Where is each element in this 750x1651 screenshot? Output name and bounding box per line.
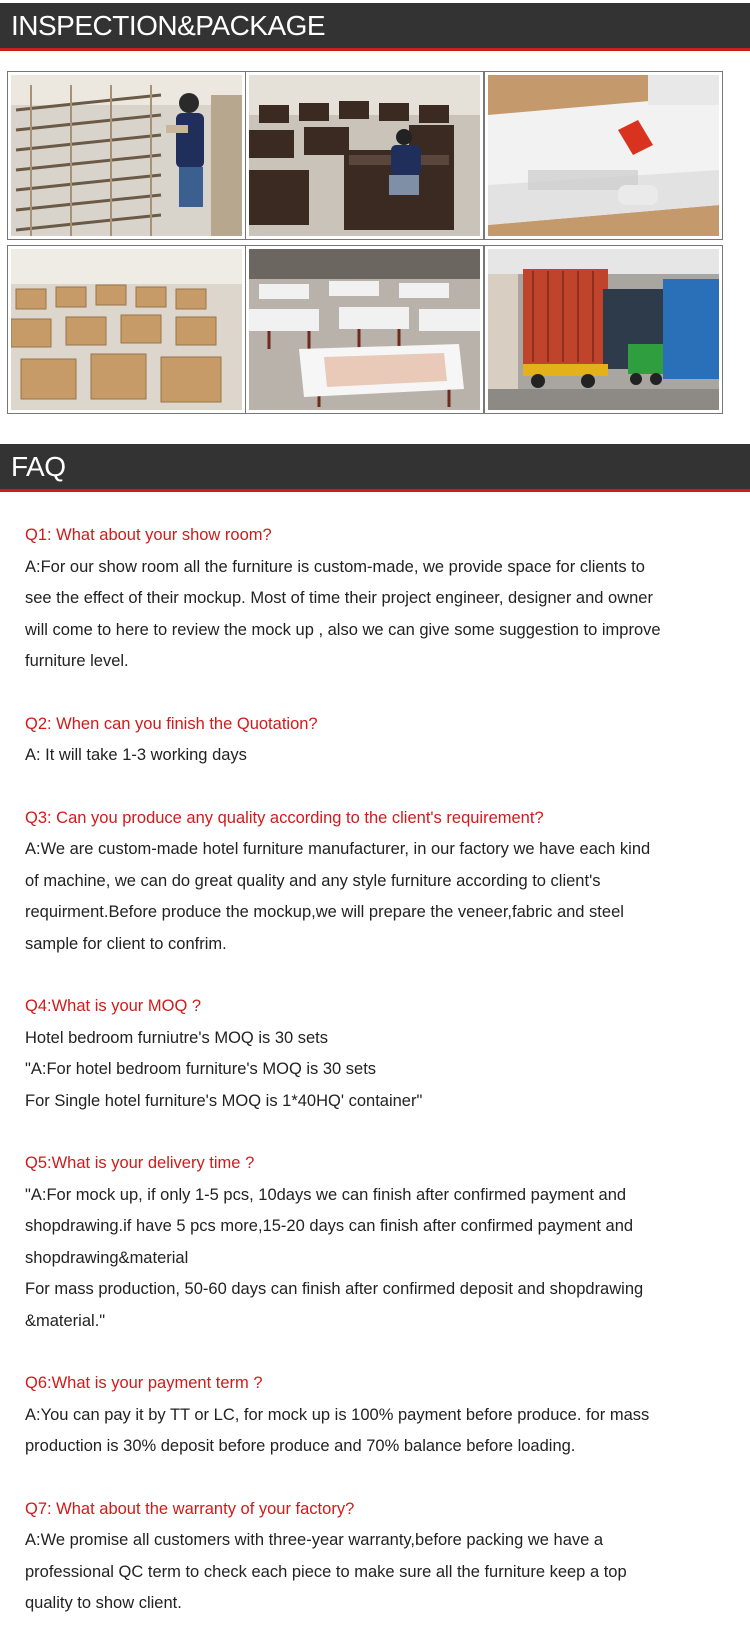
inspection-package-title: INSPECTION&PACKAGE xyxy=(11,9,326,41)
faq-answer-line: Hotel bedroom furniutre's MOQ is 30 sets xyxy=(25,1028,329,1047)
faq-answer-line: sample for client to confrim. xyxy=(25,934,227,953)
photo-container-image xyxy=(488,249,719,410)
faq-answer-line: shopdrawing.if have 5 pcs more,15-20 days can finish after confirmed payment and xyxy=(25,1217,634,1235)
faq-item-q5 xyxy=(25,1148,725,1337)
photo-cartons-image xyxy=(11,249,242,410)
photo-wrapping-image xyxy=(488,75,719,236)
photo-desks-image xyxy=(249,249,480,410)
faq-header xyxy=(0,444,750,492)
faq-answer-line: furniture level. xyxy=(25,652,129,670)
photo-nightstands-image xyxy=(249,75,480,236)
faq-answer-line: &material." xyxy=(25,1311,106,1330)
faq-item-q7 xyxy=(25,1494,725,1620)
photo-nightstands xyxy=(245,71,484,240)
faq-answer-line: A: It will take 1-3 working days xyxy=(25,746,247,764)
faq-title: FAQ xyxy=(11,450,66,482)
photo-qc-shelves xyxy=(7,71,246,240)
photo-container xyxy=(484,245,723,414)
faq-question: Q1: What about your show room? xyxy=(25,526,272,544)
faq-answer-line: "A:For hotel bedroom furniture's MOQ is 30 sets xyxy=(25,1060,377,1078)
faq-item-q6 xyxy=(25,1368,725,1463)
faq-answer-line: will come to here to review the mock up , also we can give some suggestion to improve xyxy=(25,620,661,639)
faq-answer-line: production is 30% deposit before produce and 70% balance before loading. xyxy=(25,1437,576,1455)
faq-item-q1 xyxy=(25,520,725,678)
faq-question: Q4:What is your MOQ ? xyxy=(25,997,202,1015)
photo-qc-shelves-image xyxy=(11,75,242,236)
faq-question: Q6:What is your payment term ? xyxy=(25,1374,263,1392)
faq-answer-line: For Single hotel furniture's MOQ is 1*40HQ' container" xyxy=(25,1091,423,1110)
faq-answer-line: A:You can pay it by TT or LC, for mock up is 100% payment before produce. for mass xyxy=(25,1405,650,1424)
faq-answer-line: of machine, we can do great quality and any style furniture according to client's xyxy=(25,871,601,890)
photo-desks xyxy=(245,245,484,414)
faq-answer-line: requirment.Before produce the mockup,we will prepare the veneer,fabric and steel xyxy=(25,903,624,921)
faq-answer-line: For mass production, 50-60 days can finish after confirmed deposit and shopdrawing xyxy=(25,1280,644,1298)
faq-item-q4 xyxy=(25,991,725,1117)
faq-question: Q7: What about the warranty of your factory? xyxy=(25,1499,355,1518)
faq-item-q2 xyxy=(25,709,725,772)
photo-cartons xyxy=(7,245,246,414)
photo-wrapping xyxy=(484,71,723,240)
faq-answer-line: quality to show client. xyxy=(25,1594,182,1612)
faq-list xyxy=(25,520,725,1651)
faq-answer-line: A:For our show room all the furniture is custom-made, we provide space for clients to xyxy=(25,557,645,576)
inspection-package-header xyxy=(0,3,750,51)
faq-question: Q2: When can you finish the Quotation? xyxy=(25,714,318,733)
faq-answer-line: shopdrawing&material xyxy=(25,1248,189,1267)
faq-answer-line: A:We are custom-made hotel furniture manufacturer, in our factory we have each kind xyxy=(25,840,651,858)
faq-question: Q5:What is your delivery time ? xyxy=(25,1154,255,1172)
faq-answer-line: "A:For mock up, if only 1-5 pcs, 10days we can finish after confirmed payment and xyxy=(25,1185,627,1204)
faq-question: Q3: Can you produce any quality according to the client's requirement? xyxy=(25,808,544,827)
faq-answer-line: professional QC term to check each piece to make sure all the furniture keep a top xyxy=(25,1562,627,1581)
faq-answer-line: see the effect of their mockup. Most of time their project engineer, designer and owner xyxy=(25,589,653,607)
faq-item-q3 xyxy=(25,803,725,961)
faq-answer-line: A:We promise all customers with three-year warranty,before packing we have a xyxy=(25,1531,604,1549)
